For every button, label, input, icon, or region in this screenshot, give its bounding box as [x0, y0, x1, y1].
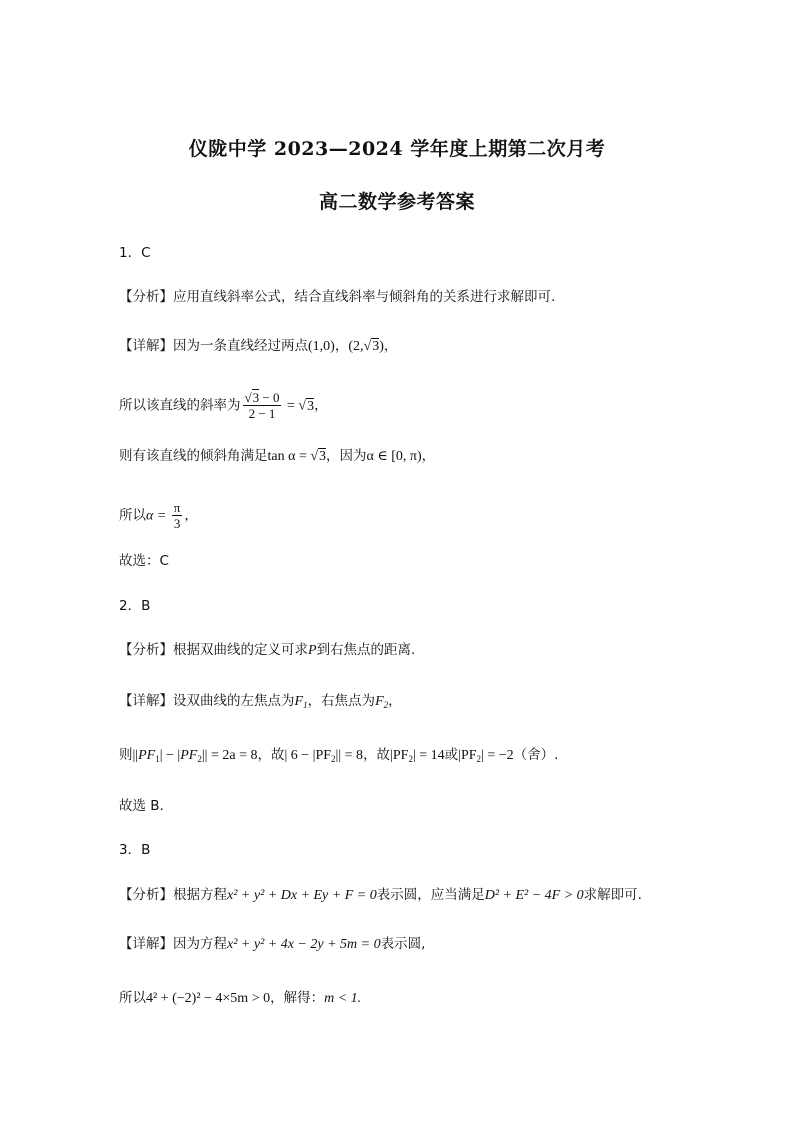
q2-compute-line: 则$||PF_1| - |PF_2|| = 2a = 8$，故| $6 - |PF_2|| = 8$，故$|PF_2| = 14$或$|PF_2| = -2$（舍）. [119, 747, 559, 764]
q1-analysis [119, 287, 555, 307]
q1-alpha-line: 所以α = $\frac{\pi}{3}$ ， [119, 500, 198, 531]
angle-prefix: 则有该直线的倾斜角满足 [119, 448, 268, 464]
q3-detail: 【详解】因为方程x² + y² + 4x − 2y + 5m = 0表示圆, [119, 936, 426, 952]
distance-result-1: $|PF_2| = 14$ [390, 748, 445, 764]
q1-choice: 故选：C [119, 553, 169, 569]
tan-expression: tan α = √3 [267, 449, 327, 464]
q3-answer: 3．B [119, 842, 151, 858]
detail-tag: 【详解】 [119, 936, 173, 952]
point-1: (1,0) [308, 339, 335, 354]
alpha-eq: α = [146, 508, 170, 524]
point-2: (2,√3) [348, 339, 384, 354]
document-subtitle: 高二数学参考答案 [318, 191, 475, 213]
distance-result-2: $|PF_2| = -2$ [458, 748, 514, 764]
given-circle-eq: x² + y² + 4x − 2y + 5m = 0 [227, 937, 381, 952]
q1-answer: 1．C [119, 245, 151, 261]
pi-over-3: $\frac{\pi}{3}$ [173, 500, 181, 531]
detail-text: 因为一条直线经过两点 [173, 338, 308, 354]
alpha-range: α ∈ [0, π) [366, 449, 422, 464]
slope-result: 3 [307, 398, 315, 414]
q2-choice: 故选 B. [119, 798, 164, 814]
detail-tag: 【详解】 [119, 338, 173, 354]
solution: m < 1. [324, 991, 362, 1006]
analysis-tag: 【分析】 [119, 289, 173, 305]
analysis-tag: 【分析】 [119, 887, 173, 903]
document-title: 仪陇中学 2023—2024 学年度上期第二次月考 [188, 138, 606, 160]
hyperbola-def: $||PF_1| - |PF_2|| = 2a = 8$ [132, 748, 258, 764]
q1-slope-line: 所以该直线的斜率为 $\frac{√3 - 0}{2 - 1}$ = √3， [119, 390, 328, 421]
q3-analysis: 【分析】根据方程x² + y² + Dx + Ey + F = 0表示圆，应当满足D² + E² − 4F > 0求解即可. [119, 887, 642, 903]
distance-eq: | $6 - |PF_2|| = 8$ [284, 748, 364, 764]
detail-tag: 【详解】 [119, 693, 173, 709]
inequality: 4² + (−2)² − 4×5m > 0 [146, 991, 271, 1006]
analysis-text: 应用直线斜率公式，结合直线斜率与倾斜角的关系进行求解即可. [173, 289, 556, 305]
slope-fraction: $\frac{√3 - 0}{2 - 1}$ [244, 390, 280, 421]
q1-angle-line: 则有该直线的倾斜角满足tan α = √3，因为α ∈ [0, π)， [119, 448, 436, 464]
q2-analysis: 【分析】根据双曲线的定义可求P到右焦点的距离. [119, 642, 416, 658]
q1-detail: 【详解】因为一条直线经过两点(1,0)，(2,√3)， [119, 338, 398, 354]
q2-detail: 【详解】设双曲线的左焦点为$F_1$，右焦点为$F_2$， [119, 693, 402, 710]
q2-answer: 2．B [119, 598, 151, 614]
analysis-tag: 【分析】 [119, 642, 173, 658]
q3-solve-line: 所以4² + (−2)² − 4×5m > 0，解得：m < 1. [119, 990, 362, 1006]
slope-prefix: 所以该直线的斜率为 [119, 397, 241, 414]
general-circle-eq: x² + y² + Dx + Ey + F = 0 [227, 888, 377, 903]
circle-condition: D² + E² − 4F > 0 [484, 888, 584, 903]
